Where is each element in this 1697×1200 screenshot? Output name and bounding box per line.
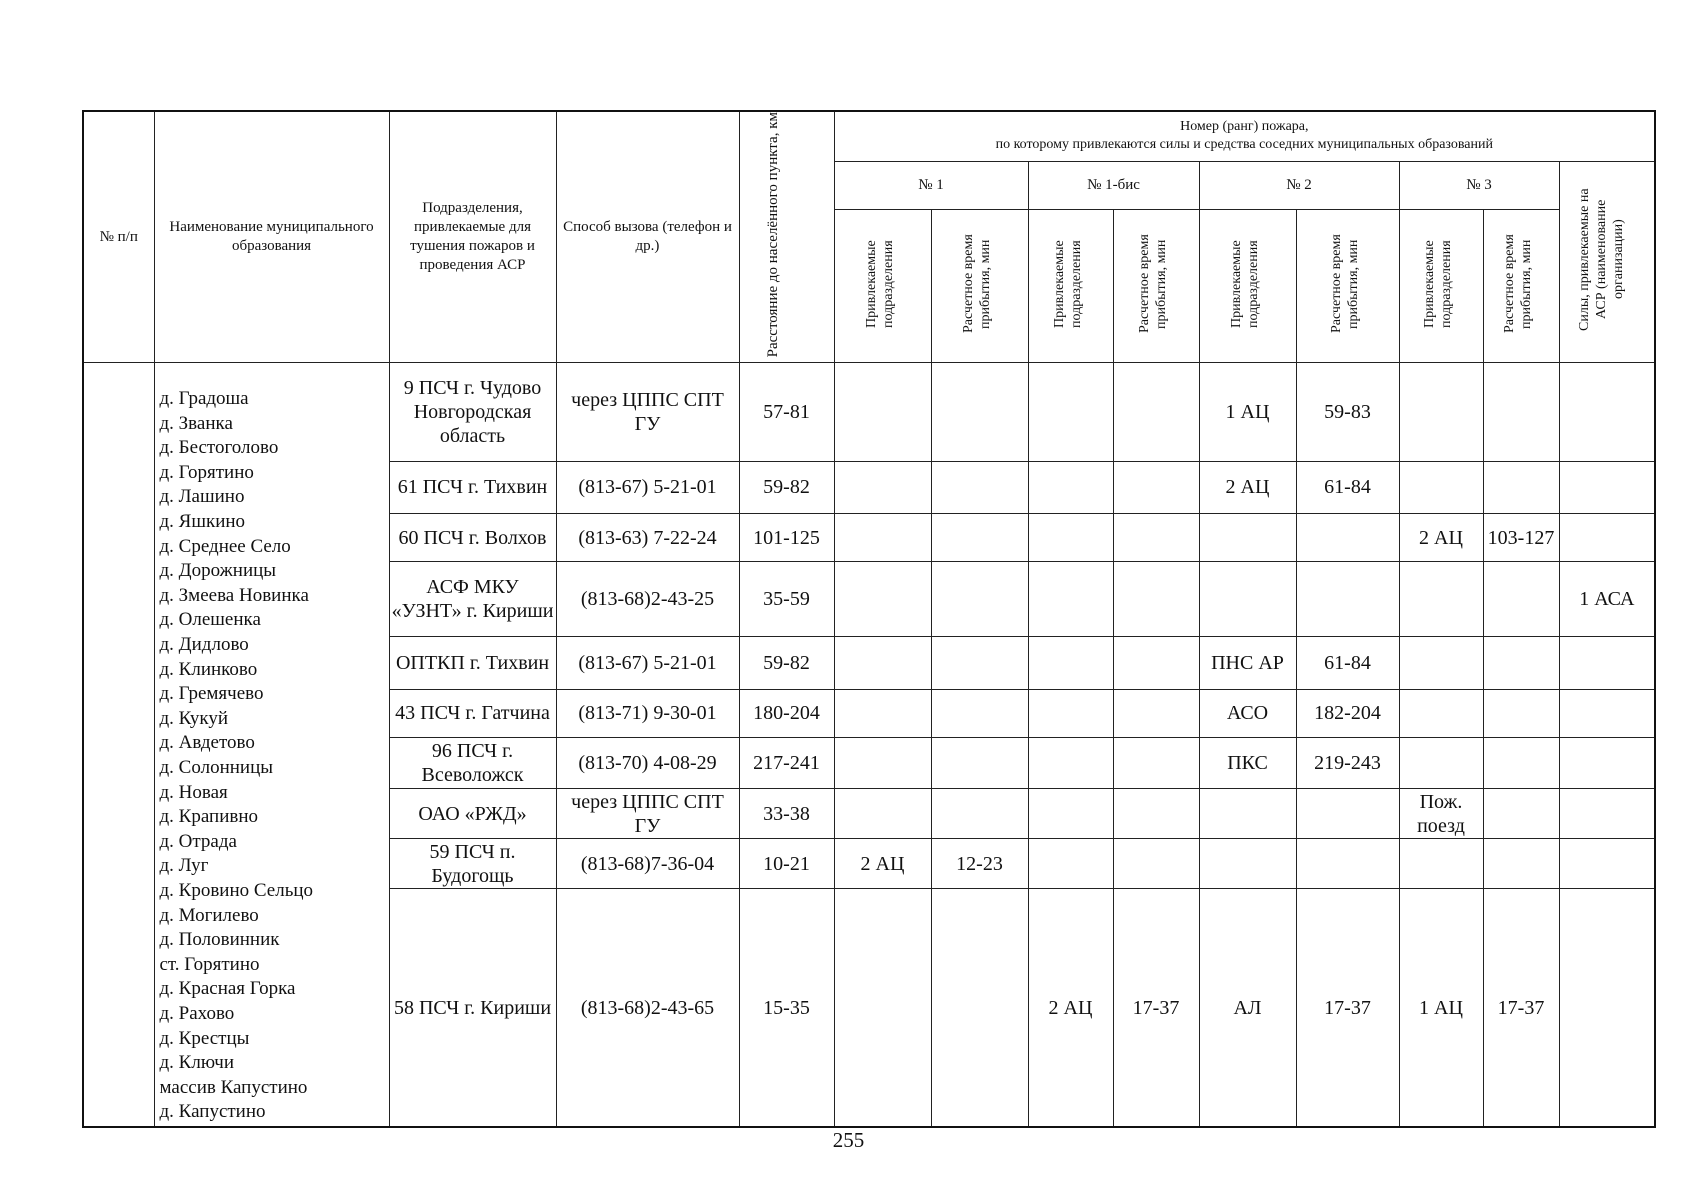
header-rank1bis-engaged-label: Привлекаемые подразделения [1051,240,1084,328]
header-distance-label: Расстояние до населённого пункта, км [765,112,781,358]
distance-cell: 15-35 [739,889,834,1127]
rank2-arrival-cell [1296,562,1399,637]
rank3-arrival-cell [1483,737,1559,788]
rank1-arrival-cell [931,461,1028,513]
town-name: д. Ключи [159,1052,235,1074]
call-method-cell: (813-71) 9-30-01 [556,689,739,737]
town-name: д. Олешенка [159,609,261,631]
rank1-arrival-cell [931,363,1028,461]
asr-forces-cell [1559,789,1655,839]
rank2-engaged-cell: 2 АЦ [1199,461,1296,513]
distance-cell: 180-204 [739,689,834,737]
unit-cell: 61 ПСЧ г. Тихвин [389,461,556,513]
town-name: д. Отрада [159,830,237,852]
rank3-engaged-cell [1399,562,1483,637]
town-name: д. Половинник [159,929,280,951]
rank3-arrival-cell: 103-127 [1483,513,1559,561]
rank3-engaged-cell [1399,461,1483,513]
town-name: д. Дидлово [159,634,249,655]
town-name: д. Могилево [159,904,259,926]
rank1-arrival-cell [931,737,1028,788]
rank1-arrival-cell [931,562,1028,637]
header-rank-1bis: № 1-бис [1028,161,1199,210]
rank1-engaged-cell [834,562,931,637]
call-method-cell: через ЦППС СПТ ГУ [556,363,739,461]
rank3-engaged-cell: 1 АЦ [1399,889,1483,1127]
town-name: д. Дорожницы [159,560,277,582]
rank3-arrival-cell: 17-37 [1483,889,1559,1127]
rank3-arrival-cell [1483,363,1559,461]
rank2-engaged-cell: АЛ [1199,889,1296,1127]
rank1bis-arrival-cell [1113,689,1199,737]
call-method-cell: (813-68)7-36-04 [556,839,739,889]
rank1bis-engaged-cell [1028,637,1113,689]
rank1bis-engaged-cell: 2 АЦ [1028,889,1113,1127]
header-distance [739,111,834,363]
header-rank2-arrival [1296,210,1399,363]
rank1-arrival-cell: 12-23 [931,839,1028,889]
call-method-cell: (813-70) 4-08-29 [556,737,739,788]
table-body [83,363,1655,1127]
rank1-engaged-cell [834,637,931,689]
town-name: ст. Горятино [159,953,260,975]
page-number: 255 [832,1128,865,1152]
town-name: д. Кукуй [159,707,229,729]
rank3-arrival-cell [1483,562,1559,637]
town-name: д. Бестоголово [159,437,279,459]
rank1-arrival-cell [931,689,1028,737]
rank1bis-engaged-cell [1028,461,1113,513]
town-name: д. Красная Горка [159,978,296,1000]
rank3-engaged-cell [1399,637,1483,689]
town-name: д. Крестцы [159,1027,250,1049]
town-name: д. Змеева Новинка [159,584,309,606]
rank2-arrival-cell [1296,789,1399,839]
town-name: д. Градоша [159,388,249,410]
header-rank3-arrival-label: Расчетное время прибытия, мин [1502,234,1534,334]
asr-forces-cell: 1 АСА [1559,562,1655,637]
header-rank3-engaged-label: Привлекаемые подразделения [1422,240,1454,328]
call-method-cell: (813-67) 5-21-01 [556,461,739,513]
distance-cell: 59-82 [739,637,834,689]
rank2-arrival-cell: 61-84 [1296,461,1399,513]
town-name: д. Клинково [159,658,258,680]
rank2-engaged-cell: ПКС [1199,737,1296,788]
header-rank3-arrival [1483,210,1559,363]
rank2-engaged-cell: ПНС АР [1199,637,1296,689]
rank1-arrival-cell [931,789,1028,839]
rank1-engaged-cell [834,889,931,1127]
rank1bis-engaged-cell [1028,789,1113,839]
town-name: д. Новая [159,781,228,803]
header-municipality: Наименование муниципального образования [154,111,389,363]
rank2-arrival-cell: 17-37 [1296,889,1399,1127]
rank3-engaged-cell [1399,737,1483,788]
rank1bis-arrival-cell [1113,461,1199,513]
header-rank-title [834,111,1655,161]
rank2-arrival-cell: 219-243 [1296,737,1399,788]
header-rank-title-line2: по которому привлекаются силы и средства соседних муниципальных образований [995,137,1493,153]
rank3-arrival-cell [1483,689,1559,737]
town-name: д. Горятино [159,461,254,483]
rank1bis-engaged-cell [1028,513,1113,561]
unit-cell: 96 ПСЧ г. Всеволожск [389,737,556,788]
header-rank-title-line1: Номер (ранг) пожара, [1180,119,1309,135]
rank1bis-engaged-cell [1028,839,1113,889]
rank3-arrival-cell [1483,839,1559,889]
rank2-arrival-cell: 182-204 [1296,689,1399,737]
rank1-engaged-cell [834,363,931,461]
distance-cell: 33-38 [739,789,834,839]
header-call-method: Способ вызова (телефон и др.) [556,111,739,363]
header-rank2-engaged [1199,210,1296,363]
header-rank1-arrival [931,210,1028,363]
town-name: массив Капустино [159,1076,308,1098]
header-rank2-arrival-label: Расчетное время прибытия, мин [1328,234,1361,334]
rank2-engaged-cell: 1 АЦ [1199,363,1296,461]
distance-cell: 35-59 [739,562,834,637]
distance-cell: 101-125 [739,513,834,561]
call-method-cell: через ЦППС СПТ ГУ [556,789,739,839]
rank1bis-arrival-cell [1113,363,1199,461]
unit-cell: АСФ МКУ «УЗНТ» г. Кириши [389,562,556,637]
rank2-arrival-cell: 59-83 [1296,363,1399,461]
call-method-cell: (813-67) 5-21-01 [556,637,739,689]
header-rank1bis-engaged [1028,210,1113,363]
distance-cell: 57-81 [739,363,834,461]
rank1bis-arrival-cell [1113,839,1199,889]
rank1bis-engaged-cell [1028,689,1113,737]
number-cell [83,363,154,1127]
rank1bis-arrival-cell [1113,637,1199,689]
town-name: д. Капустино [159,1101,266,1123]
town-name: д. Званка [159,412,233,434]
town-name: д. Среднее Село [159,535,291,557]
rank1-arrival-cell [931,637,1028,689]
rank3-engaged-cell [1399,839,1483,889]
asr-forces-cell [1559,689,1655,737]
rank3-engaged-cell [1399,689,1483,737]
asr-forces-cell [1559,461,1655,513]
distance-cell: 59-82 [739,461,834,513]
header-asr-forces [1559,161,1655,363]
rank3-arrival-cell [1483,637,1559,689]
header-rank-3: № 3 [1399,161,1559,210]
town-name: д. Яшкино [159,511,246,533]
rank1-engaged-cell [834,513,931,561]
unit-cell: 9 ПСЧ г. Чудово Новгородская область [389,363,556,461]
unit-cell: ОПТКП г. Тихвин [389,637,556,689]
rank2-engaged-cell: АСО [1199,689,1296,737]
town-list [154,363,389,1127]
call-method-cell: (813-63) 7-22-24 [556,513,739,561]
header-asr-forces-label: Силы, привлекаемые на АСР (наименование организации) [1576,188,1626,331]
town-name: д. Лашино [159,486,245,508]
asr-forces-cell [1559,363,1655,461]
header-rank3-engaged [1399,210,1483,363]
unit-cell: 58 ПСЧ г. Кириши [389,889,556,1127]
rank1bis-arrival-cell [1113,737,1199,788]
rank3-engaged-cell: 2 АЦ [1399,513,1483,561]
header-rank1-arrival-label: Расчетное время прибытия, мин [960,234,993,334]
rank3-arrival-cell [1483,789,1559,839]
rank1-engaged-cell [834,689,931,737]
town-name: д. Гремячево [159,683,264,705]
town-name: д. Авдетово [159,732,255,754]
header-number: № п/п [83,111,154,363]
rank1-engaged-cell [834,737,931,788]
header-rank1bis-arrival [1113,210,1199,363]
rank1-arrival-cell [931,889,1028,1127]
rank3-arrival-cell [1483,461,1559,513]
header-rank-2: № 2 [1199,161,1399,210]
rank3-engaged-cell: Пож. поезд [1399,789,1483,839]
rank2-arrival-cell: 61-84 [1296,637,1399,689]
asr-forces-cell [1559,839,1655,889]
rank2-engaged-cell [1199,513,1296,561]
distance-cell: 10-21 [739,839,834,889]
distance-cell: 217-241 [739,737,834,788]
unit-cell: ОАО «РЖД» [389,789,556,839]
town-name: д. Крапивно [159,806,258,828]
town-name: д. Луг [159,855,209,877]
rank1bis-arrival-cell [1113,513,1199,561]
rank3-engaged-cell [1399,363,1483,461]
asr-forces-cell [1559,513,1655,561]
header-units: Подразделения, привлекаемые для тушения пожаров и проведения АСР [389,111,556,363]
unit-cell: 59 ПСЧ п. Будогощь [389,839,556,889]
header-rank-1: № 1 [834,161,1028,210]
rank2-arrival-cell [1296,513,1399,561]
header-rank1-engaged [834,210,931,363]
header-rank2-engaged-label: Привлекаемые подразделения [1228,240,1261,328]
call-method-cell: (813-68)2-43-65 [556,889,739,1127]
unit-cell: 43 ПСЧ г. Гатчина [389,689,556,737]
call-method-cell: (813-68)2-43-25 [556,562,739,637]
rank2-engaged-cell [1199,839,1296,889]
table-row [83,363,1655,461]
asr-forces-cell [1559,637,1655,689]
rank1bis-arrival-cell [1113,789,1199,839]
rank1bis-engaged-cell [1028,562,1113,637]
unit-cell: 60 ПСЧ г. Волхов [389,513,556,561]
rank1bis-engaged-cell [1028,363,1113,461]
asr-forces-cell [1559,889,1655,1127]
rank1-engaged-cell [834,461,931,513]
town-name: д. Солонницы [159,756,274,778]
rank1bis-engaged-cell [1028,737,1113,788]
town-name: д. Кровино Сельцо [159,879,314,901]
rank2-engaged-cell [1199,562,1296,637]
rank1bis-arrival-cell: 17-37 [1113,889,1199,1127]
header-rank1bis-arrival-label: Расчетное время прибытия, мин [1137,234,1169,334]
town-name: д. Рахово [159,1002,235,1024]
fire-forces-table [82,110,1656,1128]
rank1bis-arrival-cell [1113,562,1199,637]
rank2-engaged-cell [1199,789,1296,839]
rank1-arrival-cell [931,513,1028,561]
header-rank1-engaged-label: Привлекаемые подразделения [863,240,896,328]
rank1-engaged-cell [834,789,931,839]
rank2-arrival-cell [1296,839,1399,889]
rank1-engaged-cell: 2 АЦ [834,839,931,889]
asr-forces-cell [1559,737,1655,788]
